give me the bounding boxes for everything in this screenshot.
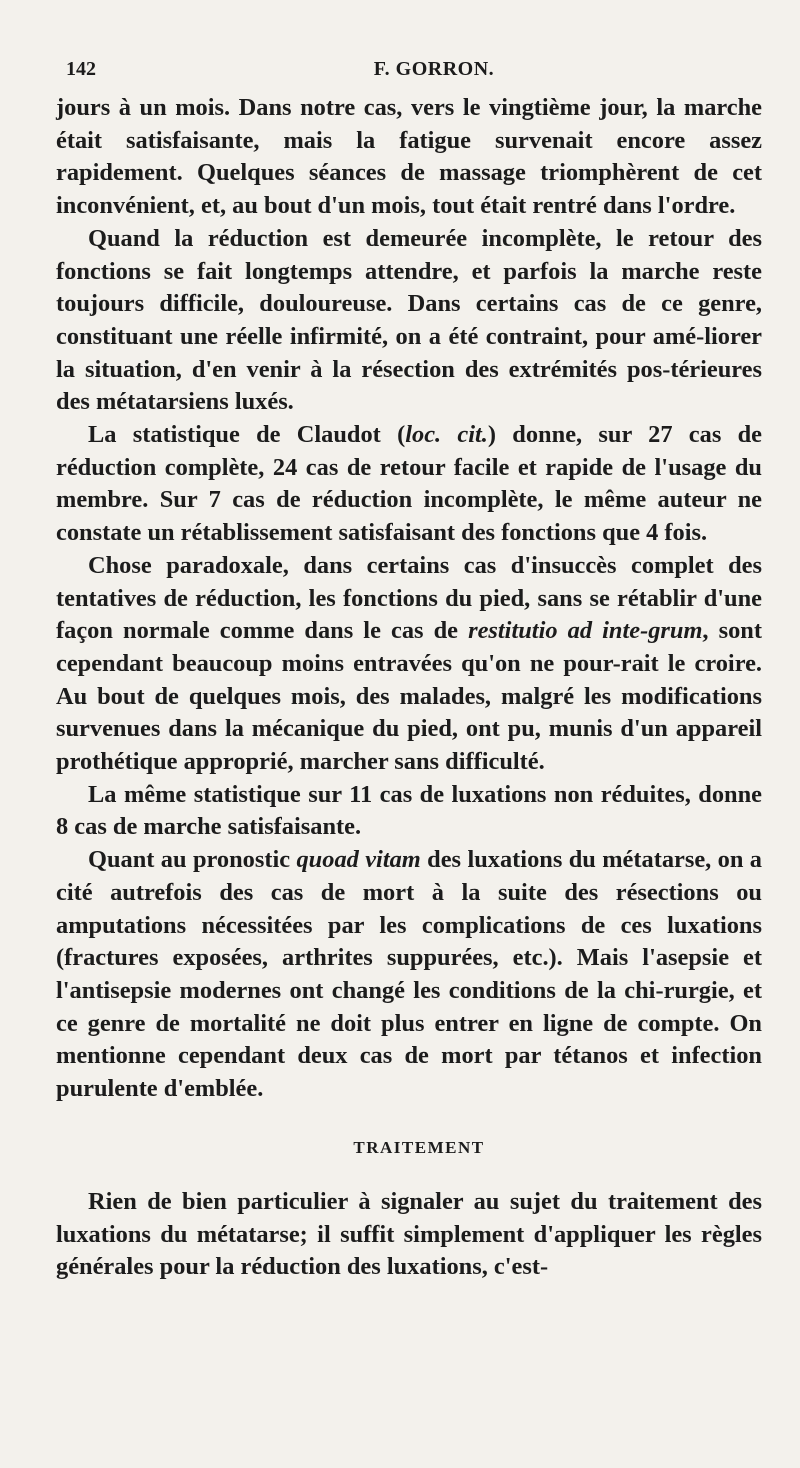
paragraph-text: La statistique de Claudot ( — [88, 421, 406, 449]
italic-citation: loc. cit. — [405, 421, 488, 449]
paragraph — [56, 92, 762, 223]
running-head — [66, 58, 762, 88]
paragraph-text: jours à un mois. Dans notre cas, vers le vingtième jour, la marche était satisfaisante, mais la fatigue survenait encore assez rapidement. Quelques séances de massage triomphèrent de cet inconvénient, et, au bout d'un mois, tout était rentré dans l'ordre. — [56, 94, 762, 220]
paragraph — [56, 1186, 762, 1284]
paragraph-text: Rien de bien particulier à signaler au sujet du traitement des luxations du métatarse; il suffit simplement d'appliquer les règles générales pour la réduction des luxations, c'est- — [56, 1187, 762, 1281]
paragraph — [56, 550, 762, 779]
paragraph-text: des luxations du métatarse, on a cité autrefois des cas de mort à la suite des résections ou amputations nécessitées par les complications de ces luxations (fractures exposées, arthrites suppurées, etc.). Mais l'asepsie et l'antisepsie modernes ont changé les conditions de la chi-rurgie, et ce genre de mortalité ne doit plus entrer en ligne de compte. On mentionne cependant deux cas de mort par tétanos et infection purulente d'emblée. — [56, 846, 762, 1103]
paragraph — [56, 779, 762, 844]
section-heading: TRAITEMENT — [353, 1137, 485, 1157]
paragraph-text: Quand la réduction est demeurée incomplète, le retour des fonctions se fait longtemps attendre, et parfois la marche reste toujours difficile, douloureuse. Dans certains cas de ce genre, constituant une réelle infirmité, on a été contraint, pour amé-liorer la situation, d'en venir à la résection des extrémités pos-térieures des métatarsiens luxés. — [56, 224, 762, 416]
running-title: F. GORRON. — [373, 58, 495, 80]
italic-latin-phrase: quoad vitam — [296, 846, 421, 874]
body-text — [56, 92, 762, 1284]
paragraph-text: Chose paradoxale, dans certains cas d'insuccès complet des tentatives de réduction, les fonctions du pied, sans se rétablir d'une façon normale comme dans le cas de — [56, 551, 762, 645]
page-number: 142 — [66, 58, 96, 80]
italic-latin-phrase: restitutio ad inte-grum — [468, 617, 703, 645]
paragraph — [56, 844, 762, 1106]
paragraph-text: , sont cependant beaucoup moins entravées qu'on ne pour-rait le croire. Au bout de quelques mois, des malades, malgré les modifications survenues dans la mécanique du pied, ont pu, munis d'un appareil prothétique approprié, marcher sans difficulté. — [56, 617, 762, 776]
paragraph — [56, 419, 762, 550]
paragraph — [56, 223, 762, 419]
paragraph-text: ) donne, sur 27 cas de réduction complète, 24 cas de retour facile et rapide de l'usage du membre. Sur 7 cas de réduction incomplète, le même auteur ne constate un rétablissement satisfaisant des fonctions que 4 fois. — [56, 421, 762, 547]
paragraph-text: Quant au pronostic — [88, 846, 297, 874]
paragraph-text: La même statistique sur 11 cas de luxations non réduites, donne 8 cas de marche satisfaisante. — [56, 780, 762, 841]
